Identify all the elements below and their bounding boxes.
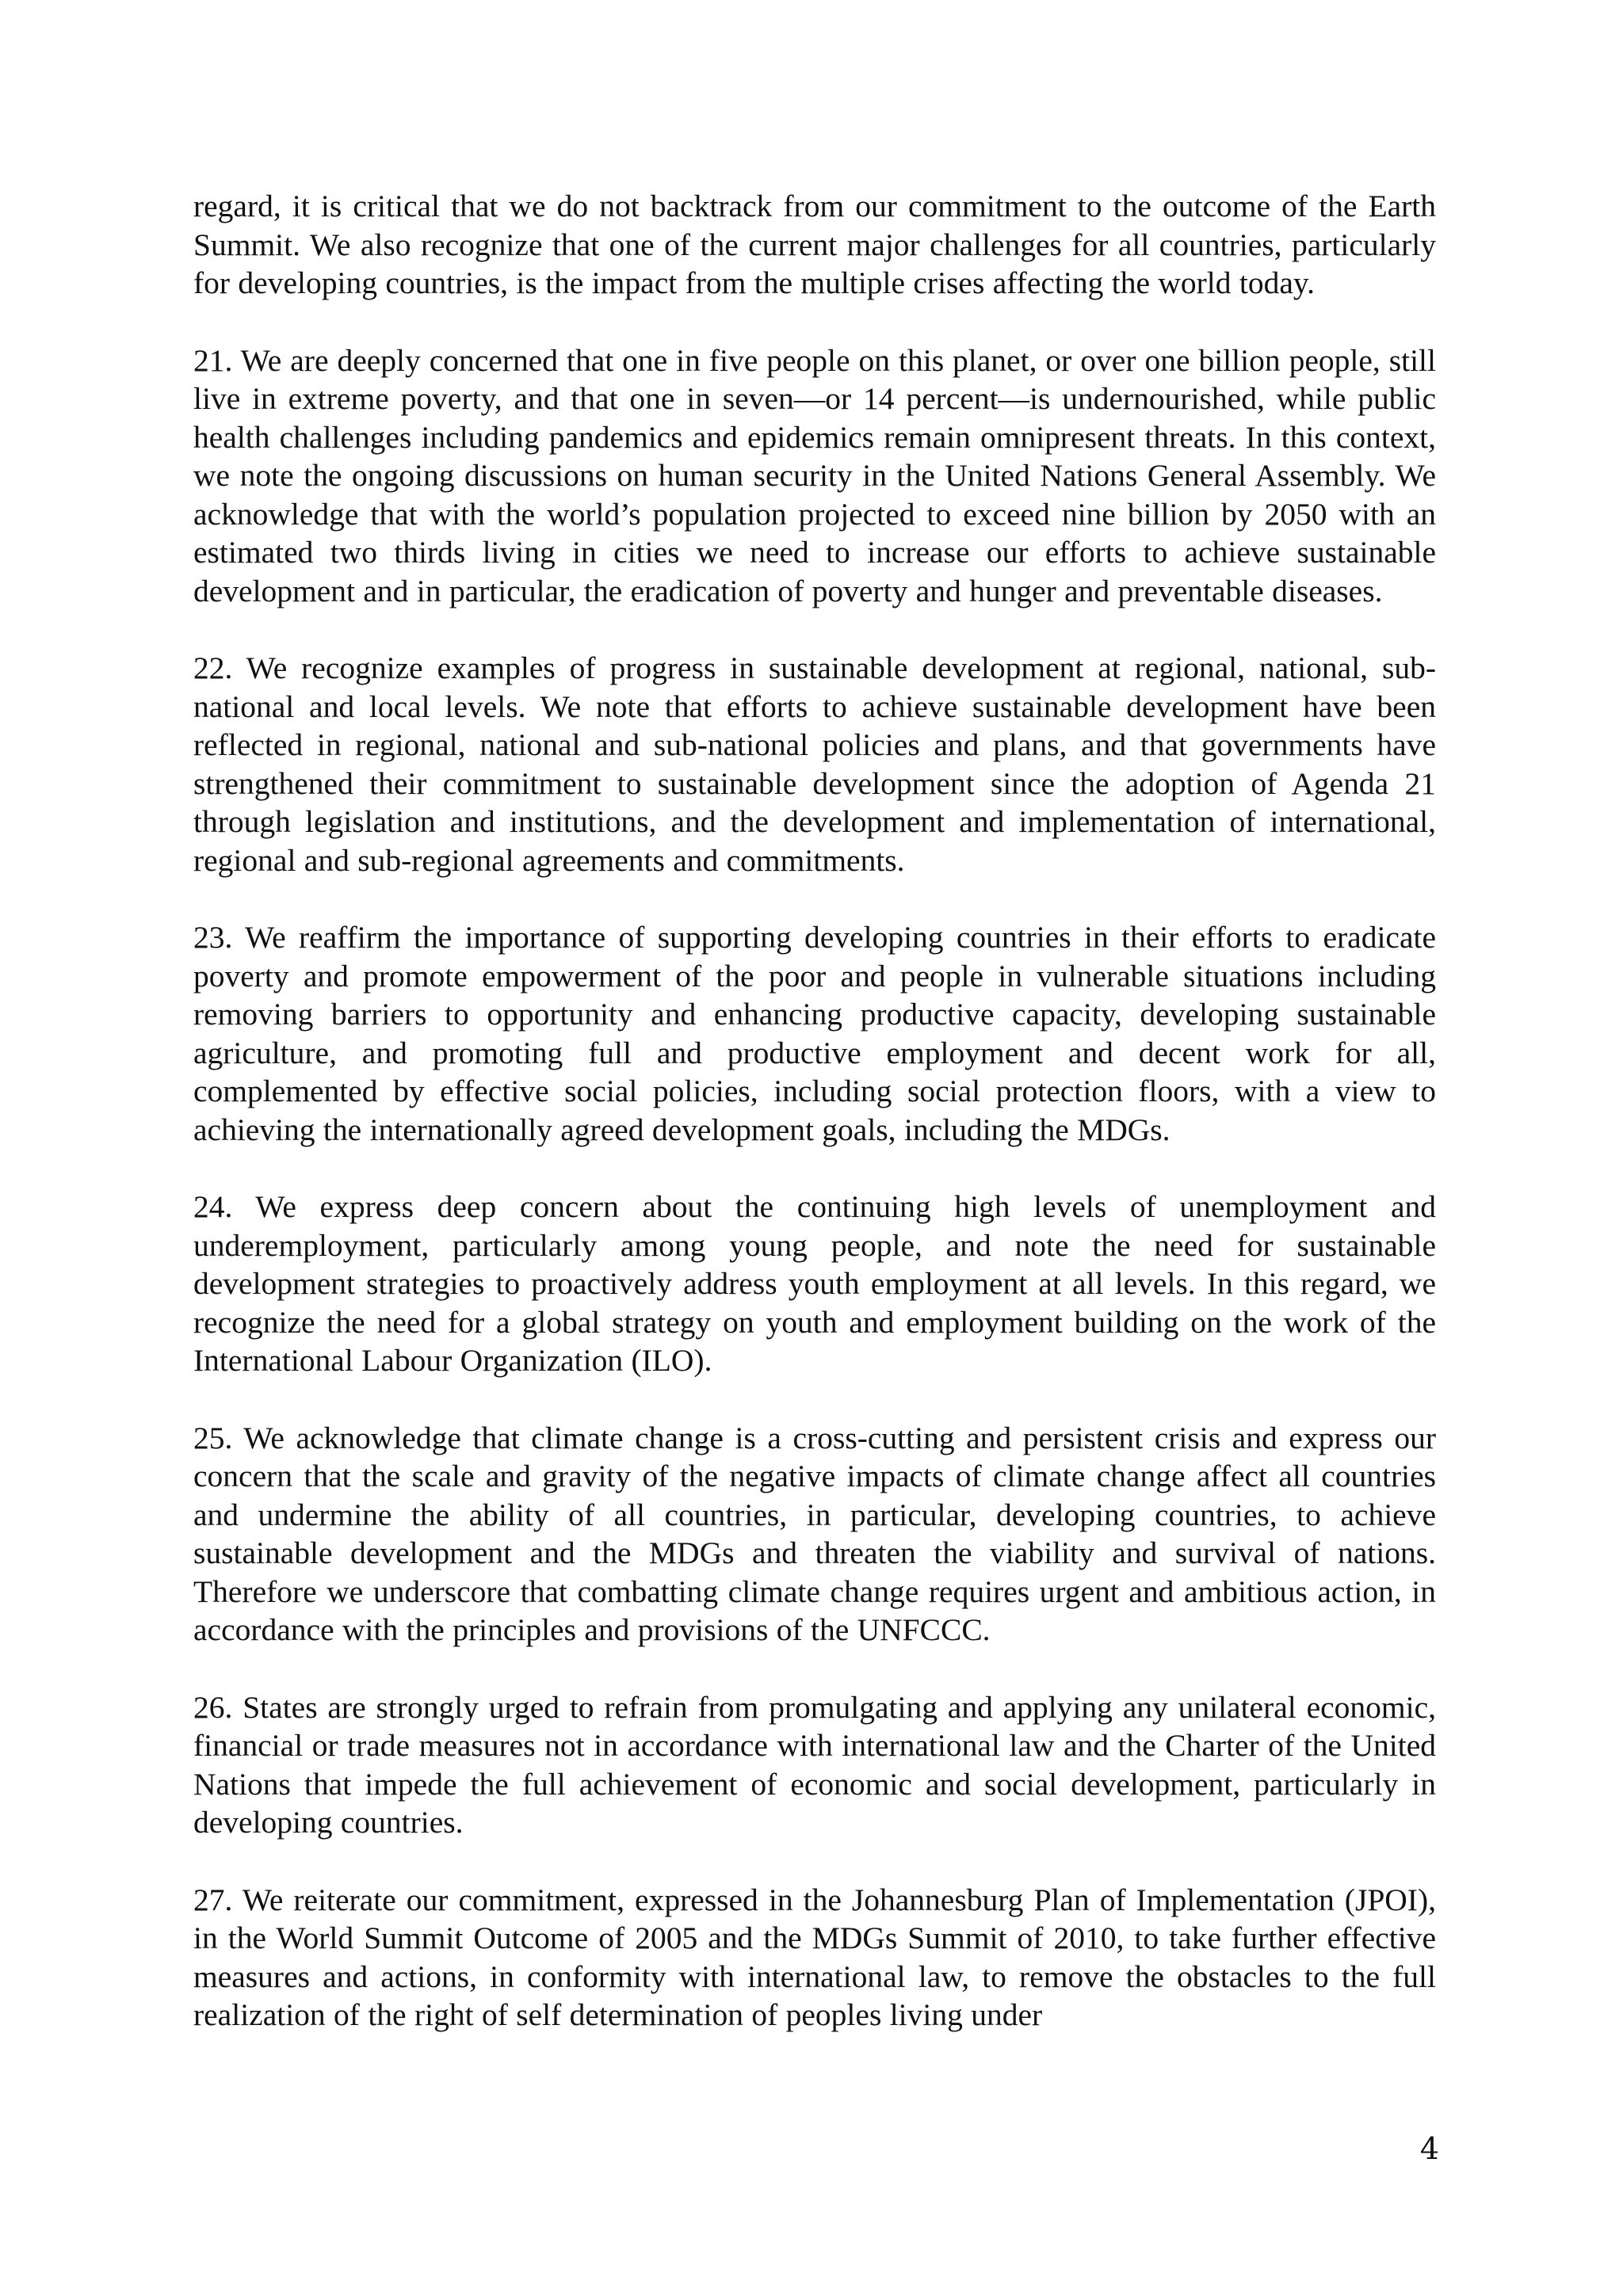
paragraph-22: 22. We recognize examples of progress in sustainable development at regional, national, sub-national and local levels. We note that efforts to achieve sustainable development have been reflected in regional, national and sub-national policies and plans, and that governments have strengthened their commitment to sustainable development since the adoption of Agenda 21 through legislation and institutions, and the development and implementation of international, regional and sub-regional agreements and commitments. (193, 650, 1436, 878)
paragraph-26: 26. States are strongly urged to refrain from promulgating and applying any unilateral economic, financial or trade measures not in accordance with international law and the Charter of the United Nations that impede the full achievement of economic and social development, particularly in developing countries. (193, 1689, 1436, 1840)
paragraph-23: 23. We reaffirm the importance of supporting developing countries in their efforts to eradicate poverty and promote empowerment of the poor and people in vulnerable situations including removing barriers to opportunity and enhancing productive capacity, developing sustainable agriculture, and promoting full and productive employment and decent work for all, complemented by effective social policies, including social protection floors, with a view to achieving the internationally agreed development goals, including the MDGs. (193, 920, 1436, 1147)
document-body (193, 187, 1436, 2073)
paragraph-continuation: regard, it is critical that we do not backtrack from our commitment to the outcome of the Earth Summit. We also recognize that one of the current major challenges for all countries, particularly for developing countries, is the impact from the multiple crises affecting the world today. (193, 189, 1436, 300)
paragraph-27: 27. We reiterate our commitment, expressed in the Johannesburg Plan of Implementation (JPOI), in the World Summit Outcome of 2005 and the MDGs Summit of 2010, to take further effective measures and actions, in conformity with international law, to remove the obstacles to the full realization of the right of self determination of peoples living under (193, 1882, 1436, 2032)
page-number: 4 (1419, 2131, 1439, 2166)
paragraph-21: 21. We are deeply concerned that one in five people on this planet, or over one billion people, still live in extreme poverty, and that one in seven—or 14 percent—is undernourished, while public health challenges including pandemics and epidemics remain omnipresent threats. In this context, we note the ongoing discussions on human security in the United Nations General Assembly. We acknowledge that with the world’s population projected to exceed nine billion by 2050 with an estimated two thirds living in cities we need to increase our efforts to achieve sustainable development and in particular, the eradication of poverty and hunger and preventable diseases. (193, 342, 1436, 608)
paragraph-25: 25. We acknowledge that climate change is a cross-cutting and persistent crisis and express our concern that the scale and gravity of the negative impacts of climate change affect all countries and undermine the ability of all countries, in particular, developing countries, to achieve sustainable development and the MDGs and threaten the viability and survival of nations. Therefore we underscore that combatting climate change requires urgent and ambitious action, in accordance with the principles and provisions of the UNFCCC. (193, 1420, 1436, 1647)
paragraph-24: 24. We express deep concern about the continuing high levels of unemployment and underemployment, particularly among young people, and note the need for sustainable development strategies to proactively address youth employment at all levels. In this regard, we recognize the need for a global strategy on youth and employment building on the work of the International Labour Organization (ILO). (193, 1189, 1436, 1378)
